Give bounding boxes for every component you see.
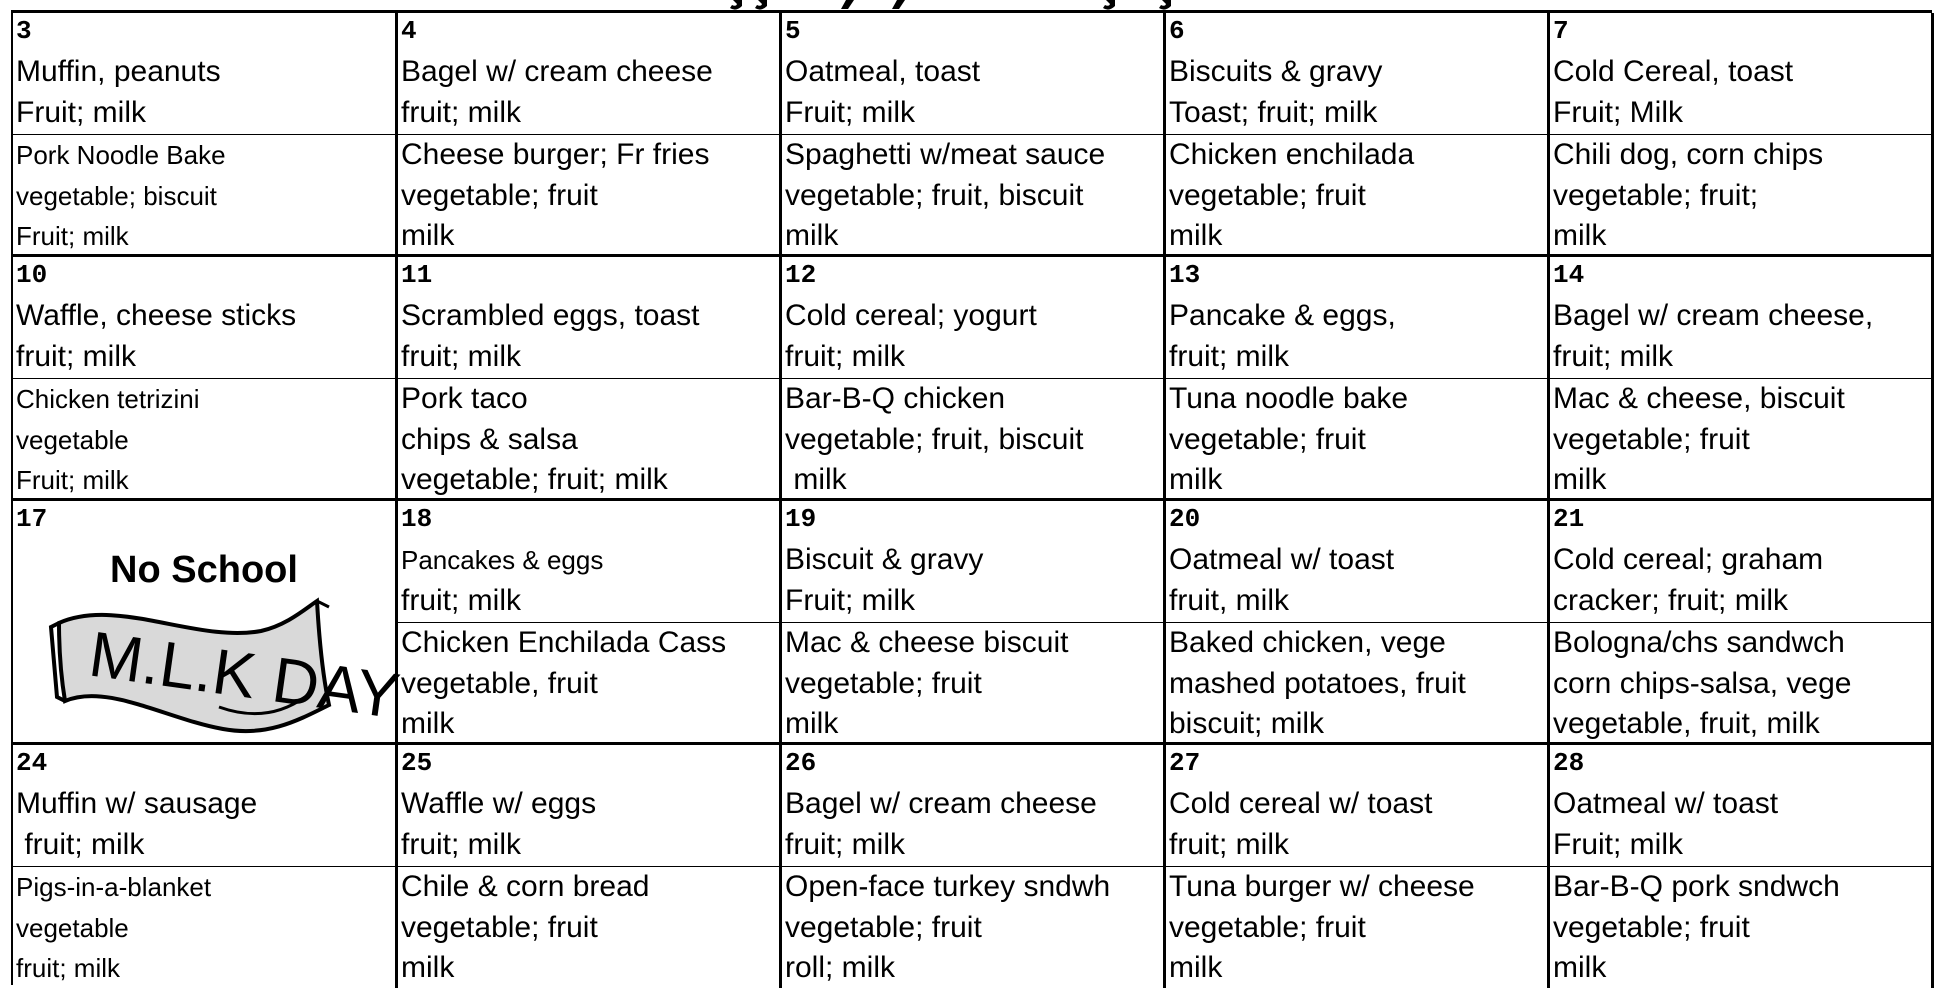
breakfast-line: fruit; milk	[16, 340, 136, 373]
lunch-line: vegetable; fruit; milk	[401, 463, 668, 496]
day-lunch-cell	[782, 623, 1166, 745]
day-number: 17	[16, 504, 48, 534]
lunch-line: fruit; milk	[16, 953, 120, 983]
lunch-line: milk	[785, 707, 839, 740]
lunch-line: Pork Noodle Bake	[16, 140, 226, 170]
breakfast-line: fruit; milk	[401, 340, 521, 373]
lunch-line: vegetable; fruit, biscuit	[785, 422, 1084, 456]
lunch-line: vegetable; fruit	[1553, 910, 1750, 944]
day-number: 14	[1553, 260, 1585, 290]
breakfast-line: fruit; milk	[785, 828, 905, 861]
breakfast-line: fruit; milk	[16, 828, 145, 861]
day-breakfast-cell	[1550, 257, 1934, 379]
day-lunch-cell	[398, 867, 782, 988]
breakfast-line: Cold cereal; graham	[1553, 543, 1824, 576]
lunch-line: vegetable; fruit	[1169, 422, 1366, 456]
breakfast-line: Bagel w/ cream cheese,	[1553, 299, 1874, 332]
lunch-line: vegetable, fruit, milk	[1553, 707, 1820, 740]
breakfast-line: Bagel w/ cream cheese	[401, 55, 713, 88]
breakfast-line: fruit; milk	[401, 828, 521, 861]
day-number: 18	[401, 504, 433, 534]
day-breakfast-cell	[782, 13, 1166, 135]
breakfast-line: Toast; fruit; milk	[1169, 96, 1378, 129]
lunch-line: Fruit; milk	[16, 221, 129, 251]
day-number: 4	[401, 16, 417, 46]
breakfast-line: Oatmeal, toast	[785, 55, 981, 88]
day-breakfast-cell	[1166, 745, 1550, 867]
lunch-line: milk	[1169, 951, 1223, 984]
breakfast-line: Biscuits & gravy	[1169, 55, 1383, 88]
day-breakfast-cell	[1550, 13, 1934, 135]
lunch-menu-calendar	[11, 10, 1932, 985]
lunch-line: milk	[1553, 951, 1607, 984]
day-number: 26	[785, 748, 817, 778]
lunch-line: Bar-B-Q pork sndwch	[1553, 870, 1840, 903]
breakfast-line: Biscuit & gravy	[785, 543, 984, 576]
lunch-line: vegetable; fruit	[785, 666, 982, 700]
day-lunch-cell	[1550, 379, 1934, 501]
lunch-line: vegetable; fruit	[1553, 422, 1750, 456]
mlk-day-banner	[47, 597, 404, 737]
lunch-line: vegetable; fruit	[401, 910, 598, 944]
day-number: 3	[16, 16, 32, 46]
lunch-line: Cheese burger; Fr fries	[401, 138, 710, 171]
lunch-line: Spaghetti w/meat sauce	[785, 138, 1106, 171]
day-number: 7	[1553, 16, 1569, 46]
breakfast-line: Muffin w/ sausage	[16, 787, 258, 820]
day-number: 27	[1169, 748, 1201, 778]
lunch-line: Pork taco	[401, 382, 528, 415]
lunch-line: milk	[785, 463, 847, 496]
day-lunch-cell	[398, 623, 782, 745]
breakfast-line: Pancakes & eggs	[401, 545, 604, 575]
breakfast-line: Cold cereal; yogurt	[785, 299, 1037, 332]
day-lunch-cell	[13, 135, 398, 257]
day-lunch-cell	[782, 135, 1166, 257]
lunch-line: Chile & corn bread	[401, 870, 650, 903]
lunch-line: Open-face turkey sndwh	[785, 870, 1111, 903]
day-number: 19	[785, 504, 817, 534]
lunch-line: milk	[1169, 219, 1223, 252]
cropped-title	[0, 0, 1917, 10]
lunch-line: Baked chicken, vege	[1169, 626, 1446, 659]
day-breakfast-cell	[398, 13, 782, 135]
holiday-cell	[13, 501, 404, 745]
breakfast-line: Waffle, cheese sticks	[16, 299, 297, 332]
lunch-line: milk	[785, 219, 839, 252]
day-breakfast-cell	[13, 257, 398, 379]
lunch-line: biscuit; milk	[1169, 707, 1325, 740]
lunch-line: vegetable, fruit	[401, 666, 598, 700]
day-number: 28	[1553, 748, 1585, 778]
day-breakfast-cell	[1166, 501, 1550, 623]
breakfast-line: Fruit; milk	[785, 584, 915, 617]
lunch-line: Bar-B-Q chicken	[785, 382, 1006, 415]
day-lunch-cell	[13, 379, 398, 501]
lunch-line: vegetable	[16, 912, 129, 943]
lunch-line: chips & salsa	[401, 422, 578, 456]
lunch-line: vegetable; fruit	[1169, 178, 1366, 212]
lunch-line: vegetable; fruit	[785, 910, 982, 944]
breakfast-line: Bagel w/ cream cheese	[785, 787, 1097, 820]
lunch-line: Chicken Enchilada Cass	[401, 626, 727, 659]
day-number: 12	[785, 260, 817, 290]
breakfast-line: fruit; milk	[785, 340, 905, 373]
lunch-line: Tuna burger w/ cheese	[1169, 870, 1475, 903]
lunch-line: milk	[401, 219, 455, 252]
day-breakfast-cell	[782, 745, 1166, 867]
day-lunch-cell	[1550, 135, 1934, 257]
lunch-line: vegetable; fruit, biscuit	[785, 178, 1084, 212]
no-school-label: No School	[110, 549, 298, 591]
breakfast-line: Pancake & eggs,	[1169, 299, 1396, 332]
breakfast-line: Fruit; milk	[1553, 828, 1683, 861]
lunch-line: Mac & cheese, biscuit	[1553, 382, 1845, 415]
breakfast-line: fruit; milk	[1169, 828, 1289, 861]
breakfast-line: Scrambled eggs, toast	[401, 299, 700, 332]
lunch-line: milk	[1169, 463, 1223, 496]
breakfast-line: Cold Cereal, toast	[1553, 55, 1794, 88]
lunch-line: vegetable; biscuit	[16, 180, 217, 211]
day-number: 11	[401, 260, 433, 290]
day-lunch-cell	[1166, 135, 1550, 257]
lunch-line: milk	[401, 951, 455, 984]
day-breakfast-cell	[398, 745, 782, 867]
lunch-line: Bologna/chs sandwch	[1553, 626, 1845, 659]
lunch-line: milk	[401, 707, 455, 740]
lunch-line: Tuna noodle bake	[1169, 382, 1409, 415]
day-breakfast-cell	[782, 501, 1166, 623]
day-breakfast-cell	[398, 501, 782, 623]
day-breakfast-cell	[1550, 501, 1934, 623]
breakfast-line: fruit; milk	[1169, 340, 1289, 373]
banner-text: M.L.K DAY	[85, 617, 404, 733]
breakfast-line: Cold cereal w/ toast	[1169, 787, 1433, 820]
day-breakfast-cell	[1166, 13, 1550, 135]
breakfast-line: fruit; milk	[401, 584, 521, 617]
breakfast-line: Waffle w/ eggs	[401, 787, 597, 820]
day-lunch-cell	[13, 867, 398, 988]
day-number: 5	[785, 16, 801, 46]
day-lunch-cell	[782, 867, 1166, 988]
day-breakfast-cell	[1166, 257, 1550, 379]
day-lunch-cell	[398, 379, 782, 501]
day-lunch-cell	[1550, 867, 1934, 988]
day-number: 25	[401, 748, 433, 778]
breakfast-line: Fruit; Milk	[1553, 96, 1683, 129]
day-number: 20	[1169, 504, 1201, 534]
day-lunch-cell	[1166, 379, 1550, 501]
breakfast-line: Fruit; milk	[785, 96, 915, 129]
lunch-line: vegetable	[16, 424, 129, 455]
day-lunch-cell	[1166, 623, 1550, 745]
breakfast-line: fruit, milk	[1169, 584, 1289, 617]
lunch-line: milk	[1553, 463, 1607, 496]
breakfast-line: fruit; milk	[401, 96, 521, 129]
lunch-line: Fruit; milk	[16, 465, 129, 495]
day-number: 24	[16, 748, 48, 778]
lunch-line: vegetable; fruit	[1169, 910, 1366, 944]
lunch-line: Pigs-in-a-blanket	[16, 872, 212, 902]
breakfast-line: fruit; milk	[1553, 340, 1673, 373]
day-number: 6	[1169, 16, 1185, 46]
lunch-line: Mac & cheese biscuit	[785, 626, 1069, 659]
day-breakfast-cell	[398, 257, 782, 379]
day-breakfast-cell	[13, 745, 398, 867]
day-breakfast-cell	[1550, 745, 1934, 867]
day-lunch-cell	[782, 379, 1166, 501]
day-breakfast-cell	[13, 13, 398, 135]
lunch-line: roll; milk	[785, 951, 895, 984]
lunch-line: mashed potatoes, fruit	[1169, 666, 1466, 700]
lunch-line: Chili dog, corn chips	[1553, 138, 1824, 171]
day-number: 13	[1169, 260, 1201, 290]
day-number: 10	[16, 260, 48, 290]
breakfast-line: Oatmeal w/ toast	[1169, 543, 1395, 576]
lunch-line: vegetable; fruit;	[1553, 178, 1759, 212]
day-breakfast-cell	[782, 257, 1166, 379]
lunch-line: Chicken enchilada	[1169, 138, 1415, 171]
breakfast-line: Fruit; milk	[16, 96, 146, 129]
breakfast-line: Muffin, peanuts	[16, 55, 221, 88]
lunch-line: corn chips-salsa, vege	[1553, 666, 1852, 700]
lunch-line: Chicken tetrizini	[16, 384, 200, 414]
day-lunch-cell	[398, 135, 782, 257]
breakfast-line: cracker; fruit; milk	[1553, 584, 1789, 617]
breakfast-line: Oatmeal w/ toast	[1553, 787, 1779, 820]
lunch-line: vegetable; fruit	[401, 178, 598, 212]
day-lunch-cell	[1550, 623, 1934, 745]
day-number: 21	[1553, 504, 1585, 534]
lunch-line: milk	[1553, 219, 1607, 252]
day-lunch-cell	[1166, 867, 1550, 988]
